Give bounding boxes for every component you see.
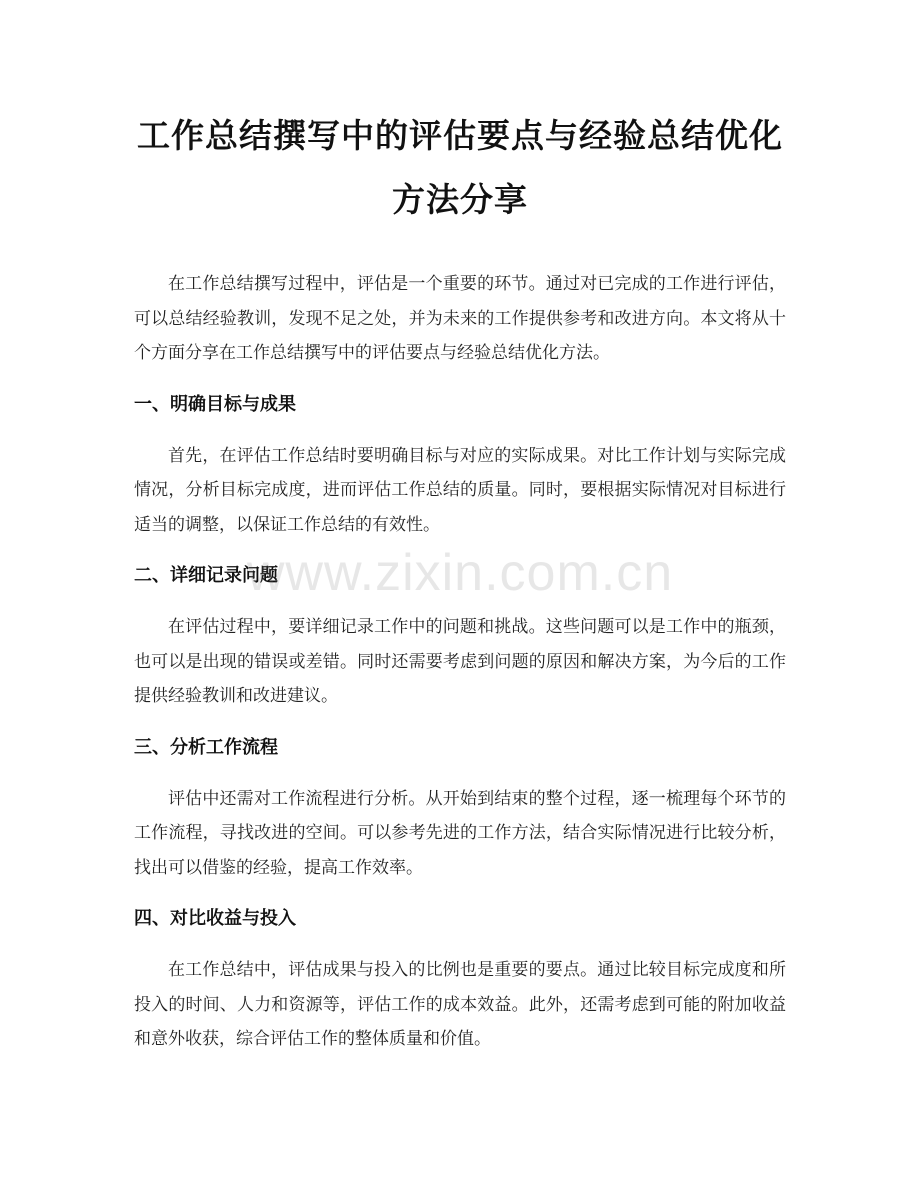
section-paragraph: 在评估过程中，要详细记录工作中的问题和挑战。这些问题可以是工作中的瓶颈，也可以是出现的错误或差错。同时还需要考虑到问题的原因和解决方案，为今后的工作提供经验教训和改进建议。 — [134, 617, 786, 706]
intro-paragraph: 在工作总结撰写过程中，评估是一个重要的环节。通过对已完成的工作进行评估，可以总结经验教训，发现不足之处，并为未来的工作提供参考和改进方向。本文将从十个方面分享在工作总结撰写中的评估要点与经验总结优化方法。 — [134, 274, 786, 363]
section-1 — [134, 388, 786, 543]
section-paragraph: 在工作总结中，评估成果与投入的比例也是重要的要点。通过比较目标完成度和所投入的时间、人力和资源等，评估工作的成本效益。此外，还需考虑到可能的附加收益和意外收获，综合评估工作的整体质量和价值。 — [134, 960, 786, 1049]
document-title: 工作总结撰写中的评估要点与经验总结优化方法分享 — [137, 116, 783, 219]
section-heading: 一、明确目标与成果 — [134, 393, 296, 415]
section-heading: 二、详细记录问题 — [134, 565, 278, 586]
section-paragraph: 首先，在评估工作总结时要明确目标与对应的实际成果。对比工作计划与实际完成情况，分析目标完成度，进而评估工作总结的质量。同时，要根据实际情况对目标进行适当的调整，以保证工作总结的有效性。 — [134, 445, 786, 535]
section-4 — [134, 902, 786, 1057]
watermark: www.zixin.com.cn — [246, 544, 674, 602]
section-2 — [134, 559, 786, 714]
section-3 — [134, 731, 786, 886]
section-paragraph: 评估中还需对工作流程进行分析。从开始到结束的整个过程，逐一梳理每个环节的工作流程，寻找改进的空间。可以参考先进的工作方法，结合实际情况进行比较分析，找出可以借鉴的经验，提高工作效率。 — [134, 788, 786, 878]
section-heading: 三、分析工作流程 — [134, 736, 278, 758]
section-heading: 四、对比收益与投入 — [134, 908, 296, 929]
